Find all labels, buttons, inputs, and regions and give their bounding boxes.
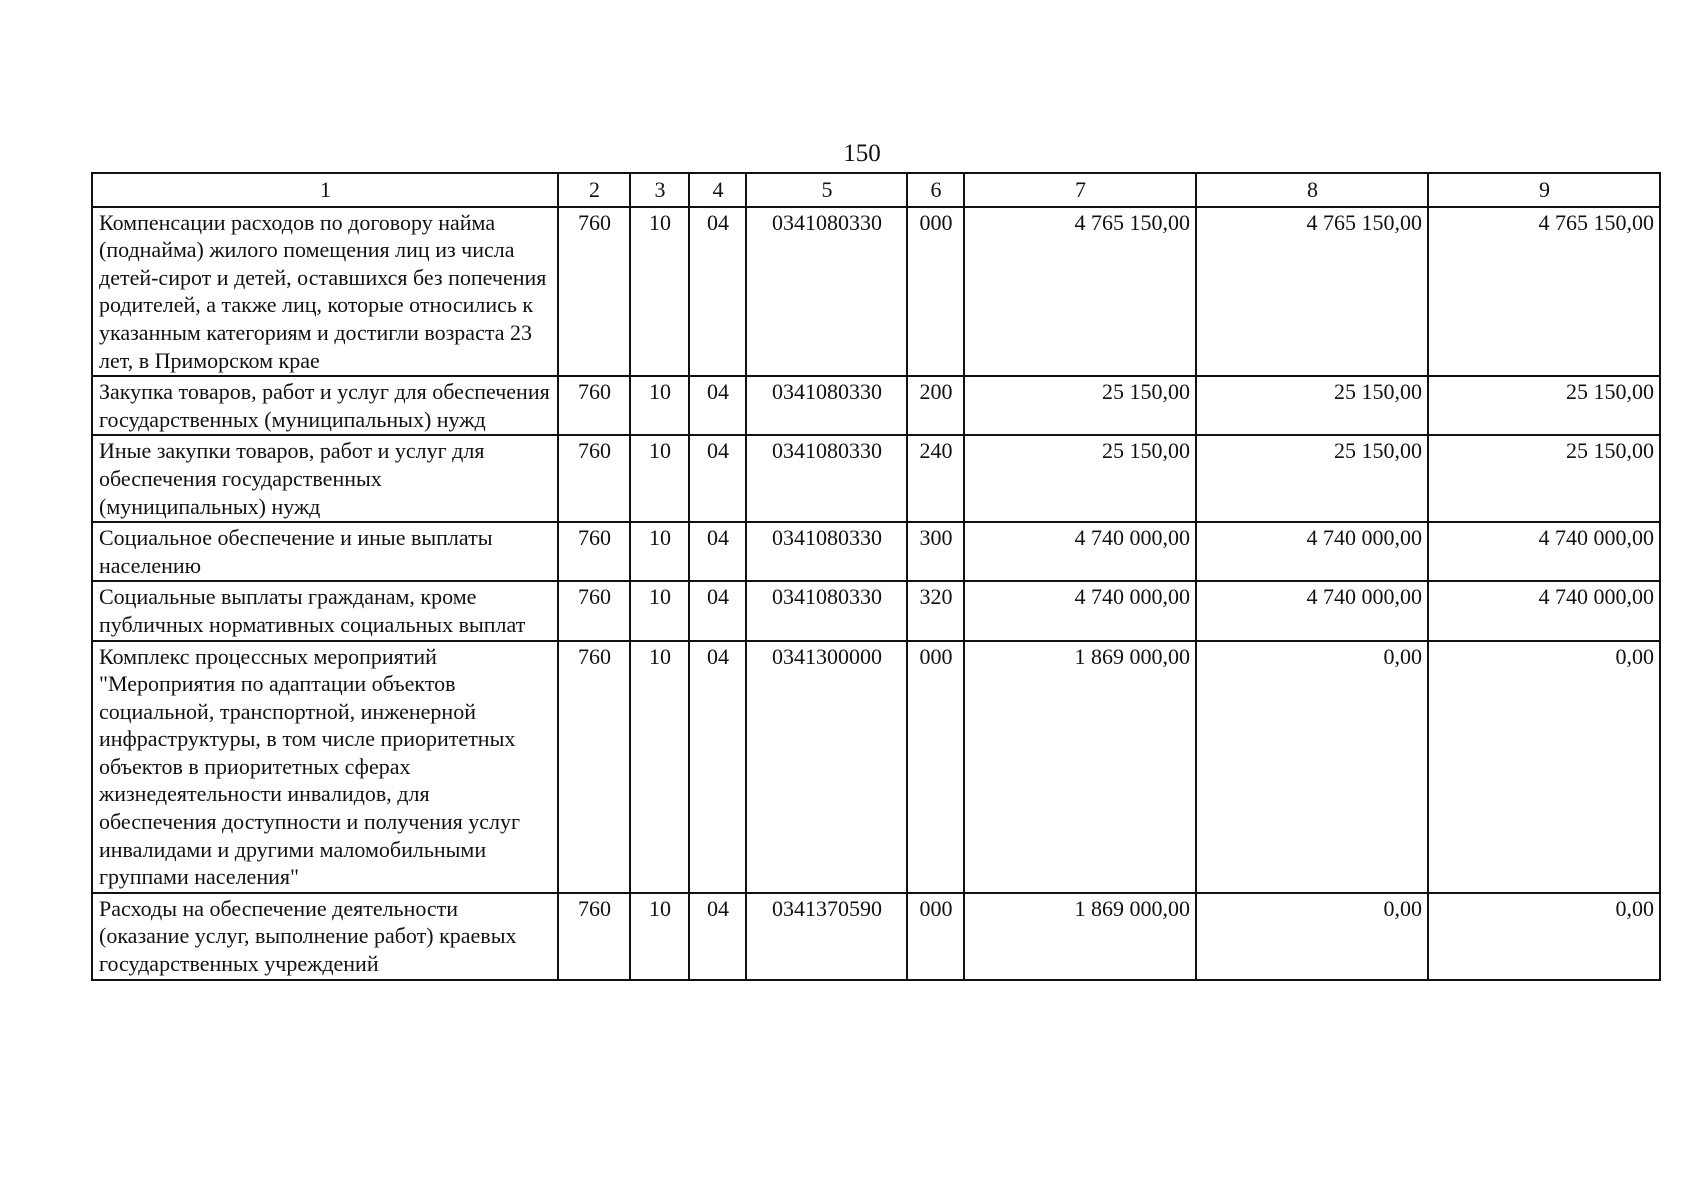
cell-col-5: 0341080330: [746, 522, 907, 581]
row-name: Расходы на обеспечение деятельности (оказание услуг, выполнение работ) краевых государственных учреждений: [92, 893, 558, 980]
cell-col-4: 04: [689, 522, 746, 581]
page-number: 150: [843, 140, 881, 167]
cell-col-9: 25 150,00: [1428, 376, 1660, 435]
cell-col-5: 0341080330: [746, 207, 907, 377]
cell-col-7: 25 150,00: [964, 435, 1196, 522]
cell-col-8: 25 150,00: [1196, 435, 1428, 522]
table-row: [92, 893, 1660, 980]
cell-col-6: 000: [907, 893, 964, 980]
cell-col-4: 04: [689, 435, 746, 522]
cell-col-4: 04: [689, 641, 746, 893]
column-header-5: 5: [746, 173, 907, 207]
cell-col-6: 240: [907, 435, 964, 522]
cell-col-3: 10: [630, 435, 689, 522]
cell-col-6: 300: [907, 522, 964, 581]
table-row: [92, 435, 1660, 522]
cell-col-7: 1 869 000,00: [964, 893, 1196, 980]
cell-col-3: 10: [630, 893, 689, 980]
row-name: Социальное обеспечение и иные выплаты населению: [92, 522, 558, 581]
cell-col-4: 04: [689, 893, 746, 980]
cell-col-2: 760: [558, 893, 630, 980]
cell-col-8: 4 740 000,00: [1196, 581, 1428, 640]
cell-col-2: 760: [558, 207, 630, 377]
cell-col-4: 04: [689, 207, 746, 377]
column-header-8: 8: [1196, 173, 1428, 207]
column-header-9: 9: [1428, 173, 1660, 207]
budget-table: [91, 172, 1661, 981]
column-header-4: 4: [689, 173, 746, 207]
column-header-1: 1: [92, 173, 558, 207]
table-row: [92, 376, 1660, 435]
table-row: [92, 522, 1660, 581]
cell-col-3: 10: [630, 581, 689, 640]
cell-col-5: 0341370590: [746, 893, 907, 980]
column-header-3: 3: [630, 173, 689, 207]
cell-col-3: 10: [630, 522, 689, 581]
cell-col-3: 10: [630, 207, 689, 377]
cell-col-8: 0,00: [1196, 893, 1428, 980]
cell-col-3: 10: [630, 376, 689, 435]
table-row: [92, 581, 1660, 640]
cell-col-9: 0,00: [1428, 641, 1660, 893]
cell-col-7: 4 740 000,00: [964, 581, 1196, 640]
cell-col-8: 4 740 000,00: [1196, 522, 1428, 581]
cell-col-6: 320: [907, 581, 964, 640]
cell-col-5: 0341080330: [746, 376, 907, 435]
cell-col-7: 25 150,00: [964, 376, 1196, 435]
cell-col-9: 4 740 000,00: [1428, 522, 1660, 581]
cell-col-5: 0341080330: [746, 581, 907, 640]
cell-col-8: 4 765 150,00: [1196, 207, 1428, 377]
column-header-2: 2: [558, 173, 630, 207]
column-header-7: 7: [964, 173, 1196, 207]
column-header-6: 6: [907, 173, 964, 207]
cell-col-9: 4 765 150,00: [1428, 207, 1660, 377]
cell-col-4: 04: [689, 581, 746, 640]
cell-col-8: 25 150,00: [1196, 376, 1428, 435]
table-row: [92, 207, 1660, 377]
cell-col-8: 0,00: [1196, 641, 1428, 893]
cell-col-9: 4 740 000,00: [1428, 581, 1660, 640]
cell-col-7: 4 740 000,00: [964, 522, 1196, 581]
cell-col-2: 760: [558, 522, 630, 581]
cell-col-2: 760: [558, 376, 630, 435]
cell-col-2: 760: [558, 435, 630, 522]
cell-col-9: 25 150,00: [1428, 435, 1660, 522]
cell-col-2: 760: [558, 581, 630, 640]
cell-col-7: 1 869 000,00: [964, 641, 1196, 893]
row-name: Закупка товаров, работ и услуг для обеспечения государственных (муниципальных) нужд: [92, 376, 558, 435]
cell-col-3: 10: [630, 641, 689, 893]
cell-col-9: 0,00: [1428, 893, 1660, 980]
row-name: Компенсации расходов по договору найма (поднайма) жилого помещения лиц из числа детей-сирот и детей, оставшихся без попечения родителей, а также лиц, которые относились к указанным категориям и достигли возраста 23 лет, в Приморском крае: [92, 207, 558, 377]
cell-col-6: 000: [907, 207, 964, 377]
cell-col-2: 760: [558, 641, 630, 893]
cell-col-6: 200: [907, 376, 964, 435]
cell-col-5: 0341300000: [746, 641, 907, 893]
cell-col-4: 04: [689, 376, 746, 435]
cell-col-6: 000: [907, 641, 964, 893]
header-row: [92, 173, 1660, 207]
cell-col-5: 0341080330: [746, 435, 907, 522]
row-name: Иные закупки товаров, работ и услуг для обеспечения государственных (муниципальных) нужд: [92, 435, 558, 522]
row-name: Комплекс процессных мероприятий "Мероприятия по адаптации объектов социальной, транспортной, инженерной инфраструктуры, в том числе приоритетных объектов в приоритетных сферах жизнедеятельности инвалидов, для обеспечения доступности и получения услуг инвалидами и другими маломобильными группами населения": [92, 641, 558, 893]
cell-col-7: 4 765 150,00: [964, 207, 1196, 377]
row-name: Социальные выплаты гражданам, кроме публичных нормативных социальных выплат: [92, 581, 558, 640]
table-row: [92, 641, 1660, 893]
